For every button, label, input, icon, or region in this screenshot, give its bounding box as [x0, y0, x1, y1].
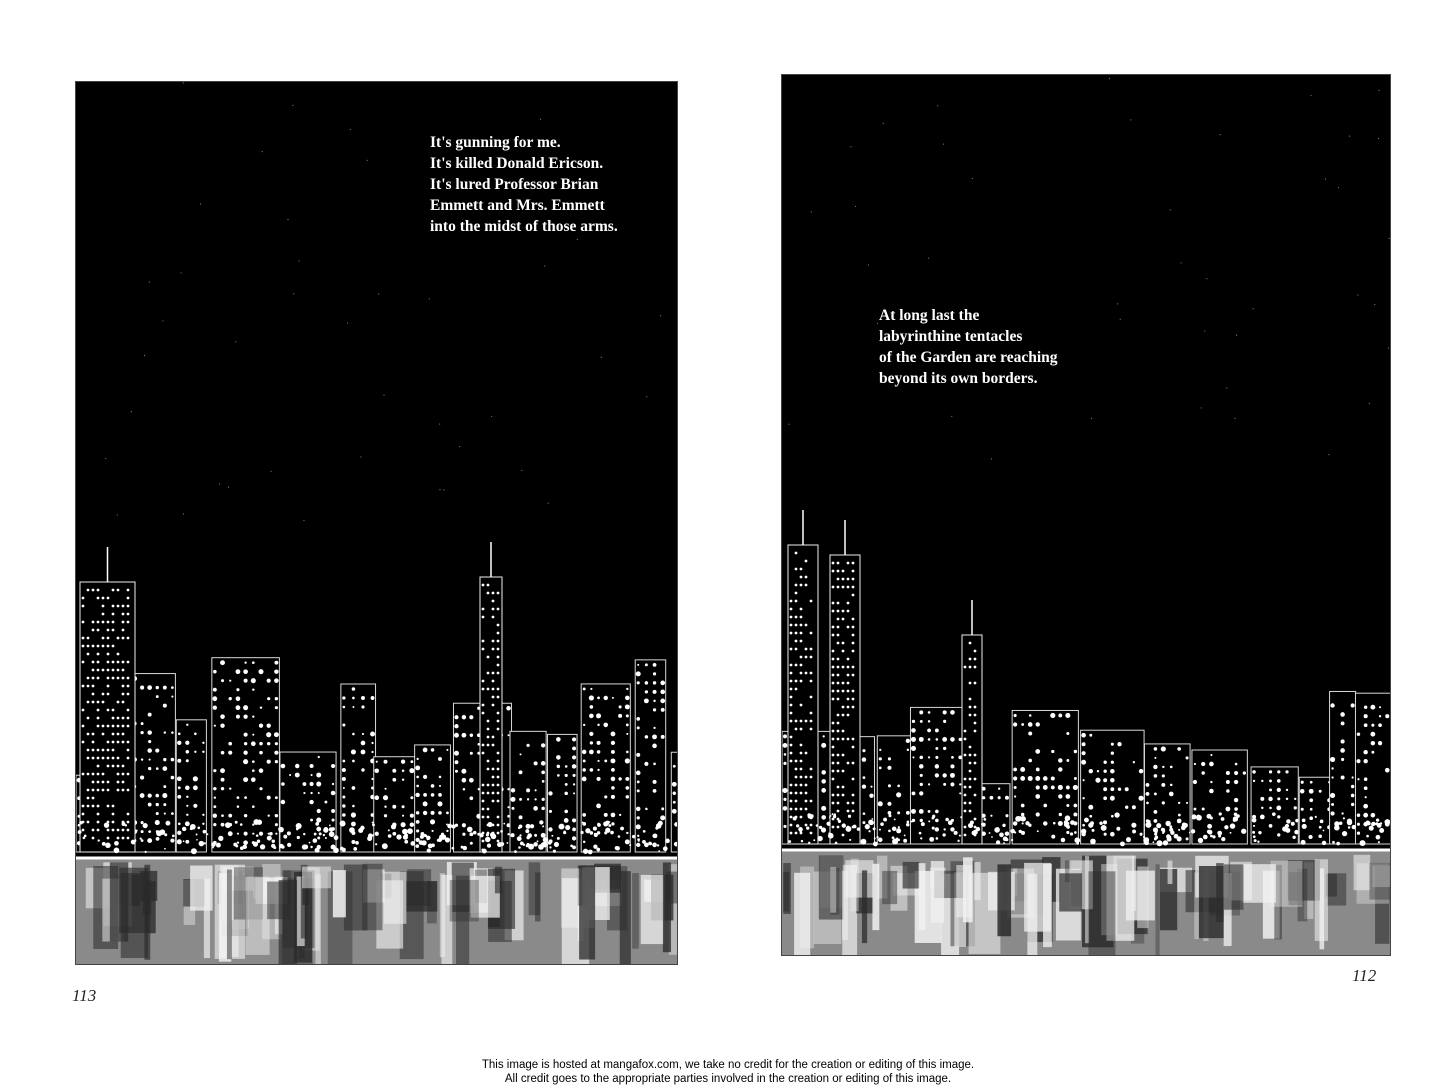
narration-box: [879, 305, 1058, 389]
right-manga-panel: [781, 74, 1391, 956]
narration-line: It's lured Professor Brian: [430, 176, 599, 193]
credit-line: All credit goes to the appropriate parties involved in the creation or editing of this image.: [504, 1073, 952, 1085]
narration-line: into the midst of those arms.: [430, 218, 618, 235]
page-number-left: 113: [72, 986, 97, 1005]
left-manga-panel: [75, 81, 678, 965]
narration-line: of the Garden are reaching: [879, 349, 1058, 366]
page-number-right: 112: [1352, 966, 1377, 985]
hosting-credit-notice: [0, 1058, 1456, 1086]
narration-line: It's killed Donald Ericson.: [430, 155, 604, 172]
narration-line: Emmett and Mrs. Emmett: [430, 197, 605, 214]
credit-line: This image is hosted at mangafox.com, we take no credit for the creation or editing of this image.: [481, 1059, 975, 1071]
narration-line: It's gunning for me.: [430, 134, 561, 151]
narration-line: labyrinthine tentacles: [879, 328, 1023, 345]
night-city-skyline-illustration: [782, 75, 1390, 955]
narration-line: At long last the: [879, 307, 980, 324]
narration-box: [430, 132, 618, 237]
narration-line: beyond its own borders.: [879, 370, 1038, 387]
